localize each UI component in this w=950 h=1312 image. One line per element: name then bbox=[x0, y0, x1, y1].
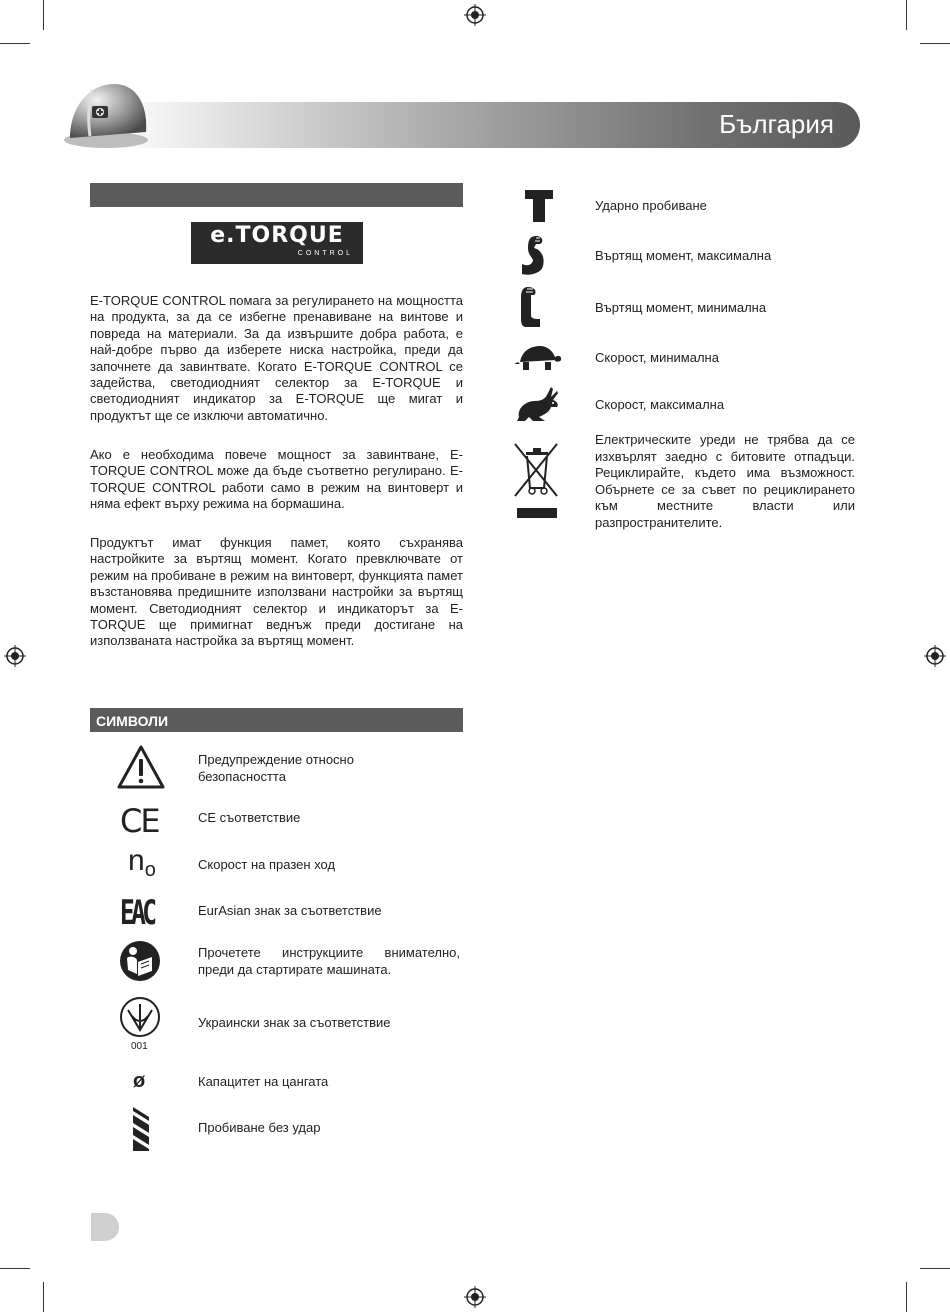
paragraph-etorque-intro: E-TORQUE CONTROL помага за регулирането на мощността на продукта, за да се избегне пренавиване на винтове и повреда на материали. За да извършите добра работа, е най-добре първо да изберете ниска настройка, преди да започнете да завинтвате. Когато E-TORQUE CONTROL се задейства, светодиодният селектор за E-TORQUE и светодиодният индикатор за E-TORQUE ще мигат и продуктът ще се изключи автоматично. bbox=[90, 293, 463, 423]
registration-mark-icon bbox=[464, 1286, 486, 1308]
paragraph-etorque-adjust: Ако е необходима повече мощност за завинтване, E-TORQUE CONTROL може да бъде съответно регулирано. E-TORQUE CONTROL работи само в режим на винтоверт и няма ефект върху режима на бормашина. bbox=[90, 447, 463, 512]
hammer-icon bbox=[525, 190, 553, 222]
registration-mark-icon bbox=[924, 645, 946, 667]
header-band bbox=[110, 102, 860, 148]
symbol-label-rabbit: Скорост, максимална bbox=[595, 397, 725, 412]
symbol-label-drill-bit: Пробиване без удар bbox=[198, 1120, 321, 1135]
ukraine-mark-icon bbox=[118, 996, 162, 1038]
section-title-symbols: СИМВОЛИ bbox=[96, 713, 169, 729]
crop-mark bbox=[43, 0, 44, 30]
symbol-label-ukraine: Украински знак за съответствие bbox=[198, 1015, 391, 1030]
page-title: България bbox=[719, 109, 834, 139]
symbol-label-eac: EurAsian знак за съответствие bbox=[198, 903, 382, 918]
crop-mark bbox=[920, 43, 950, 44]
symbol-label-strong-arm: Въртящ момент, максимална bbox=[595, 248, 772, 263]
crop-mark bbox=[906, 1282, 907, 1312]
symbol-label-weak-arm: Въртящ момент, минимална bbox=[595, 300, 767, 315]
etorque-logo bbox=[191, 222, 363, 264]
logo-sub-text: CONTROL bbox=[297, 250, 353, 257]
registration-mark-icon bbox=[4, 645, 26, 667]
symbol-label-weee: Електрическите уреди не трябва да се изхвърлят заедно с битовите отпадъци. Рециклирайте, където има възможност. Обърнете се за съвет по рециклирането към местните власти или разпространителите. bbox=[595, 432, 855, 530]
registration-mark-icon bbox=[464, 4, 486, 26]
crop-mark bbox=[906, 0, 907, 30]
symbol-label-turtle: Скорост, минимална bbox=[595, 350, 719, 365]
turtle-icon bbox=[514, 344, 562, 372]
rabbit-icon bbox=[515, 387, 561, 423]
symbol-label-chuck-capacity: Капацитет на цангата bbox=[198, 1074, 329, 1089]
section-bar-etorque bbox=[90, 183, 463, 207]
section-bar-symbols bbox=[90, 708, 463, 732]
hard-hat-icon bbox=[62, 76, 154, 150]
crop-mark bbox=[920, 1268, 950, 1269]
logo-main-text: e.TORQUE bbox=[210, 223, 344, 248]
symbol-label-ce: CE съответствие bbox=[198, 810, 301, 825]
weak-arm-icon bbox=[518, 285, 544, 329]
symbol-label-hammer: Ударно пробиване bbox=[595, 198, 707, 213]
chuck-capacity-icon: ø bbox=[133, 1070, 146, 1092]
drill-bit-icon bbox=[130, 1107, 152, 1151]
crop-mark bbox=[0, 1268, 30, 1269]
strong-arm-icon bbox=[518, 234, 546, 276]
crop-mark bbox=[0, 43, 30, 44]
eac-mark-icon: EAC bbox=[120, 893, 154, 933]
ce-mark-icon: CE bbox=[120, 802, 159, 840]
warning-triangle-icon bbox=[116, 744, 166, 790]
crop-mark bbox=[43, 1282, 44, 1312]
page-number-tab bbox=[91, 1213, 119, 1241]
no-load-speed-glyph: n bbox=[128, 844, 145, 877]
ukraine-mark-code: 001 bbox=[131, 1041, 148, 1052]
weee-bin-icon bbox=[513, 442, 561, 520]
no-load-speed-icon bbox=[128, 844, 156, 882]
symbol-label-read-manual: Прочетете инструкциите внимателно, преди да стартирате машината. bbox=[198, 945, 460, 977]
no-load-speed-subscript: o bbox=[144, 859, 156, 881]
paragraph-etorque-memory: Продуктът имат функция памет, която съхранява настройките за въртящ момент. Когато превключвате от режим на пробиване в режим на винтоверт, функцията памет възстановява предишните използвани настройки за въртящ момент. Светодиодният селектор и индикаторът за E-TORQUE ще примигнат веднъж преди достигане на използваната настройка за въртящ момент. bbox=[90, 535, 463, 649]
symbol-label-warning: Предупреждение относно безопасността bbox=[198, 752, 354, 784]
symbol-label-no-load-speed: Скорост на празен ход bbox=[198, 857, 336, 872]
read-manual-icon bbox=[119, 940, 161, 982]
